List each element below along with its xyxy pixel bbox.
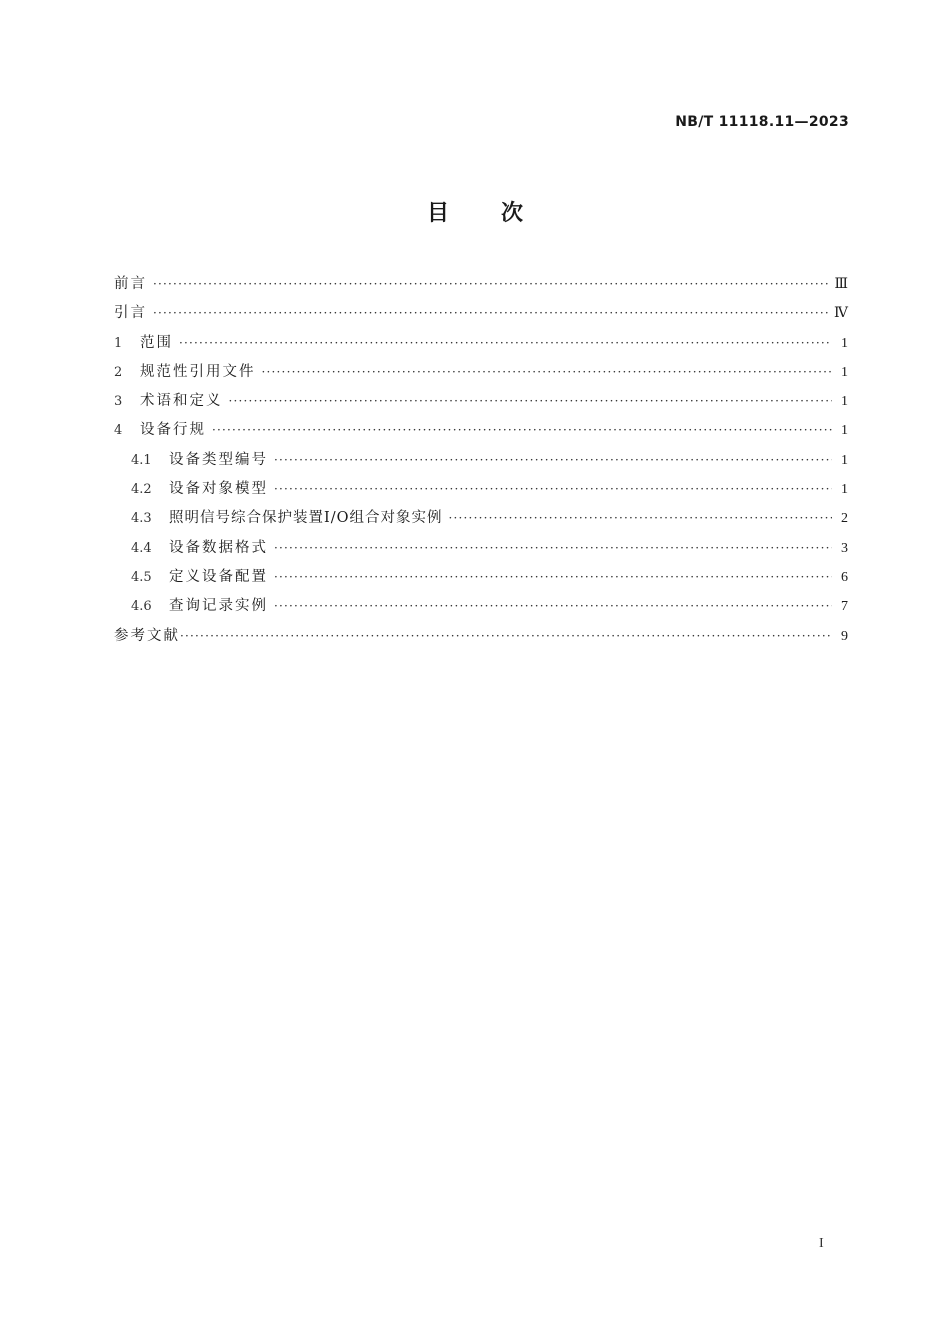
toc-leader-dots (153, 299, 828, 328)
toc-entry-page: 1 (841, 452, 848, 468)
toc-entry-terms-definitions[interactable] (114, 387, 848, 416)
toc-entry-title: 查询记录实例 (169, 598, 268, 615)
toc-entry-device-profile[interactable] (114, 416, 848, 445)
toc-entry-number: 4.1 (131, 452, 152, 468)
toc-leader-dots (262, 358, 833, 387)
toc-leader-dots (212, 416, 832, 445)
toc-entry-introduction[interactable] (114, 299, 848, 328)
toc-entry-page: Ⅲ (834, 277, 848, 292)
toc-entry-scope[interactable] (114, 329, 848, 358)
toc-entry-number: 4.2 (131, 482, 152, 498)
toc-entry-page: 1 (841, 394, 848, 410)
toc-leader-dots (179, 329, 832, 358)
toc-entry-title: 照明信号综合保护装置I/O组合对象实例 (169, 510, 443, 527)
toc-entry-page: Ⅳ (834, 306, 848, 322)
toc-entry-title: 范围 (140, 334, 173, 351)
toc-entry-title: 引言 (114, 305, 147, 322)
page-number: I (819, 1236, 824, 1251)
toc-entry-title: 术语和定义 (140, 393, 223, 410)
toc-entry-number: 1 (114, 335, 123, 351)
toc-entry-page: 3 (841, 540, 848, 556)
toc-leader-dots (449, 504, 833, 533)
toc-leader-dots (274, 563, 832, 592)
toc-entry-device-object-model[interactable] (114, 475, 848, 504)
toc-leader-dots (229, 387, 833, 416)
toc-entry-title: 规范性引用文件 (140, 363, 256, 380)
toc-entry-number: 4.6 (131, 599, 152, 615)
toc-entry-number: 4.4 (131, 540, 152, 556)
toc-leader-dots (180, 622, 832, 651)
toc-leader-dots (274, 446, 832, 475)
toc-leader-dots (153, 270, 828, 299)
toc-leader-dots (274, 592, 832, 621)
toc-entry-io-assembly-instance[interactable] (114, 504, 848, 533)
toc-entry-title: 前言 (114, 276, 147, 292)
toc-entry-page: 1 (841, 423, 848, 439)
page-title-part2: 次 (501, 201, 524, 226)
toc-entry-normative-references[interactable] (114, 358, 848, 387)
toc-entry-title: 定义设备配置 (169, 568, 268, 585)
toc-entry-number: 4 (114, 423, 123, 439)
toc-entry-bibliography[interactable] (114, 622, 848, 651)
toc-entry-device-data-format[interactable] (114, 534, 848, 563)
toc-entry-number: 4.3 (131, 511, 152, 527)
toc-leader-dots (274, 534, 832, 563)
toc-entry-query-record-instance[interactable] (114, 592, 848, 621)
toc-entry-page: 1 (841, 364, 848, 380)
table-of-contents (114, 270, 848, 651)
toc-entry-number: 4.5 (131, 569, 152, 585)
toc-entry-title: 设备数据格式 (169, 539, 268, 556)
toc-entry-page: 1 (841, 335, 848, 351)
toc-entry-device-type-number[interactable] (114, 446, 848, 475)
toc-entry-page: 1 (841, 482, 848, 498)
toc-entry-define-device-config[interactable] (114, 563, 848, 592)
page-title (0, 196, 950, 227)
page-title-part1: 目 (426, 201, 449, 226)
toc-entry-page: 7 (841, 599, 848, 615)
toc-leader-dots (274, 475, 832, 504)
toc-entry-page: 6 (841, 569, 848, 585)
toc-entry-page: 9 (841, 628, 848, 644)
toc-entry-number: 2 (114, 364, 123, 380)
toc-entry-number: 3 (114, 394, 123, 410)
toc-entry-title: 设备类型编号 (169, 451, 268, 468)
toc-entry-page: 2 (841, 511, 848, 527)
toc-entry-title: 设备对象模型 (169, 481, 268, 498)
toc-entry-title: 参考文献 (114, 627, 180, 644)
toc-entry-title: 设备行规 (140, 422, 206, 439)
toc-entry-foreword[interactable] (114, 270, 848, 299)
standard-code: NB/T 11118.11—2023 (675, 114, 849, 130)
